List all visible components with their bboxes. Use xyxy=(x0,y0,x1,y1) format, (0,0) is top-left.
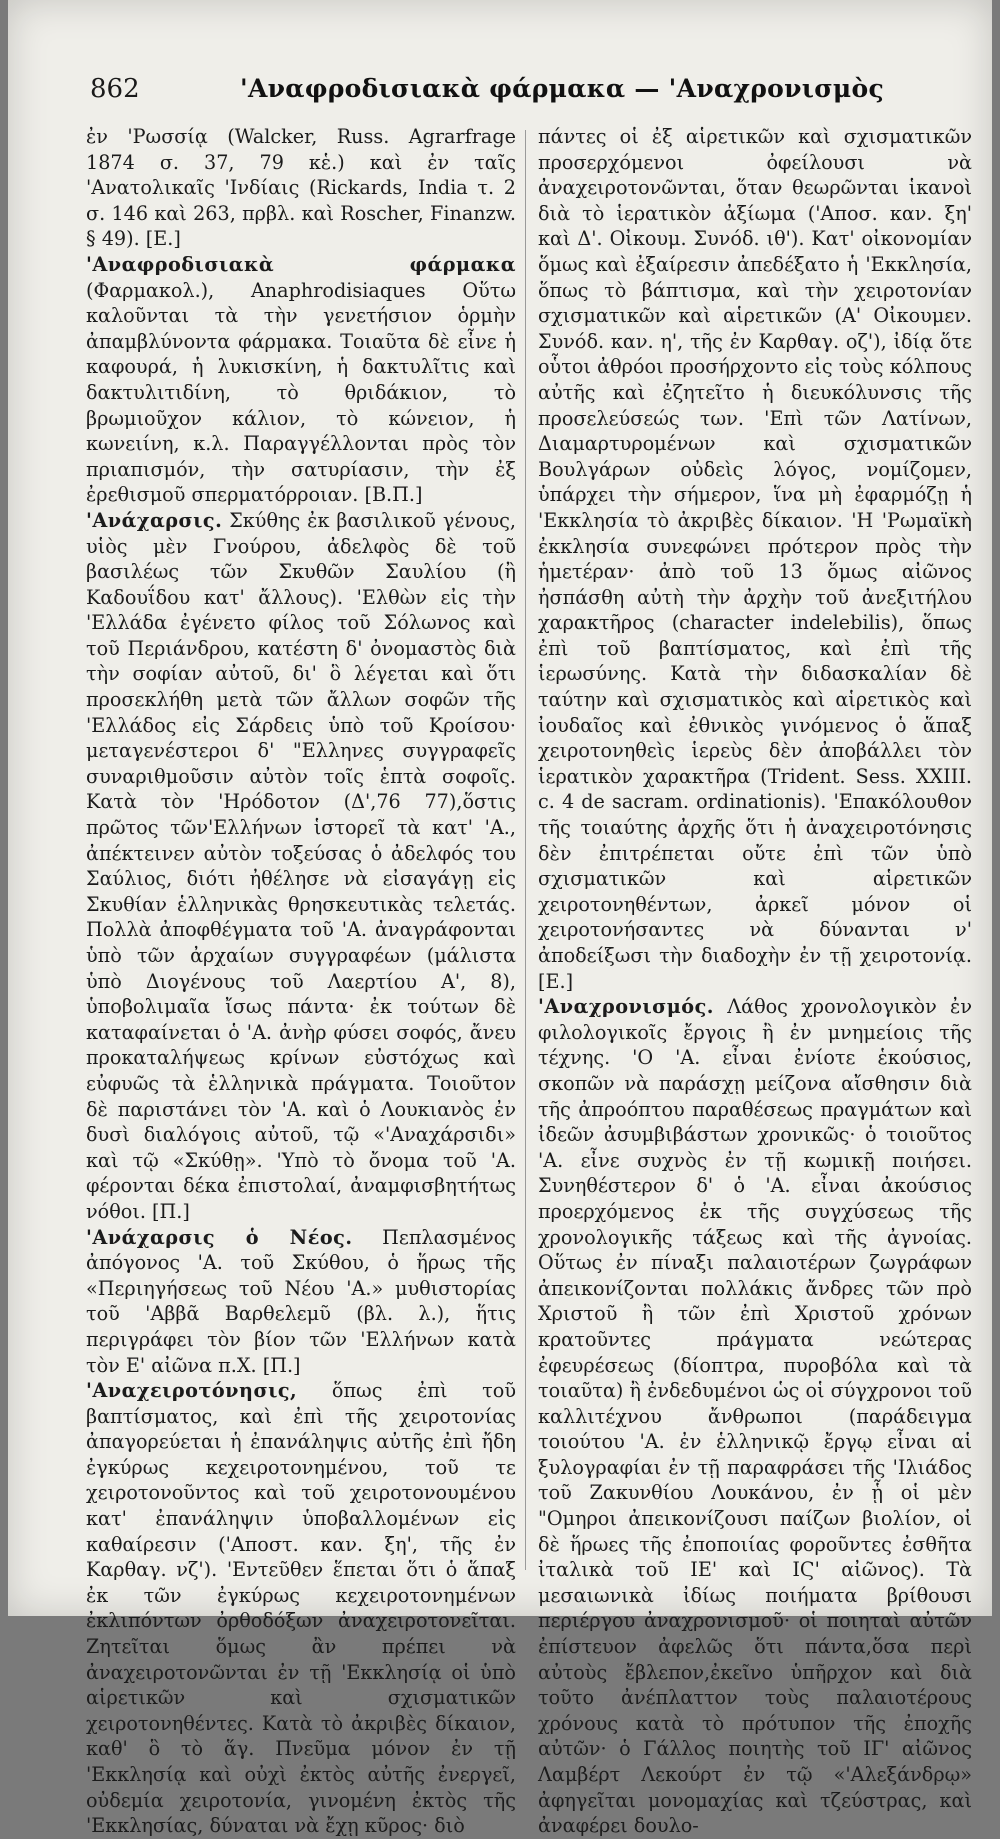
entry-headword: 'Ανάχαρσις ὁ Νέος. xyxy=(86,1225,353,1249)
entry-body: ὅπως ἐπὶ τοῦ βαπτίσματος, καὶ ἐπὶ τῆς χειροτονίας ἀπαγορεύεται ἡ ἐπανάληψις αὐτῆς ἐπὶ ἤδη ἐγκύρως κεχειροτονημένου, τοῦ τε χειροτονοῦντος καὶ τοῦ χειροτονουμένου κατ' ἐπανάληψιν ὑποβαλλομένων εἰς καθαίρεσιν ('Αποστ. καν. ξη', τῆς ἐν Καρθαγ. νζ'). 'Εντεῦθεν ἕπεται ὅτι ὁ ἅπαξ ἐκ τῶν ἐγκύρως κεχειροτονημένων ἐκλιπόντων ὀρθοδόξων ἀναχειροτονεῖται. Ζητεῖται ὅμως ἂν πρέπει νὰ ἀναχειροτονῶνται ἐν τῇ 'Εκκλησίᾳ οἱ ὑπὸ αἱρετικῶν καὶ σχισματικῶν χειροτονηθέντες. Κατὰ τὸ ἀκριβὲς δίκαιον, καθ' ὃ τὸ ἅγ. Πνεῦμα μόνον ἐν τῇ 'Εκκλησίᾳ καὶ οὐχὶ ἐκτὸς αὐτῆς ἐνεργεῖ, οὐδεμία χειροτονία, γινομένη ἐκτὸς τῆς 'Εκκλησίας, δύναται νὰ ἔχῃ κῦρος· διὸ xyxy=(86,1379,516,1838)
entry-body: Σκύθης ἐκ βασιλικοῦ γένους, υἱὸς μὲν Γνούρου, ἀδελφὸς δὲ τοῦ βασιλέως τῶν Σκυθῶν Σαυλίου (ἢ Καδουΐδου κατ' ἄλλους). 'Ελθὼν εἰς τὴν 'Ελλάδα ἐγένετο φίλος τοῦ Σόλωνος καὶ τοῦ Περιάνδρου, κατέστη δ' ὀνομαστὸς διὰ τὴν σοφίαν αὐτοῦ, δι' ὃ λέγεται καὶ ὅτι προσεκλήθη μετὰ τῶν ἄλλων σοφῶν τῆς 'Ελλάδος εἰς Σάρδεις ὑπὸ τοῦ Κροίσου· μεταγενέστεροι δ' "Ελληνες συγγραφεῖς συναριθμοῦσιν αὐτὸν τοῖς ἑπτὰ σοφοῖς. Κατὰ τὸν 'Ηρόδοτον (Δ',76 77),ὅστις πρῶτος τῶν'Ελλήνων ἱστορεῖ τὰ κατ' 'Α., ἀπέκτεινεν αὐτὸν τοξεύσας ὁ ἀδελφός του Σαύλιος, διότι ἠθέλησε νὰ εἰσαγάγῃ εἰς Σκυθίαν ἑλληνικὰς θρησκευτικὰς τελετάς. Πολλὰ ἀποφθέγματα τοῦ 'Α. ἀναγράφονται ὑπὸ τῶν ἀρχαίων συγγραφέων (μάλιστα ὑπὸ Διογένους τοῦ Λαερτίου Α', 8), ὑποβολιμαῖα ἴσως πάντα· ἐκ τούτων δὲ καταφαίνεται ὁ 'Α. ἀνὴρ φύσει σοφός, ἄνευ προκαταλήψεως κρίνων εὐστόχως καὶ εὐφυῶς τὰ ἑλληνικὰ πράγματα. Τοιοῦτον δὲ παριστάνει τὸν 'Α. καὶ ὁ Λουκιανὸς ἐν δυσὶ διαλόγοις αὐτοῦ, τῷ «'Αναχάρσιδι» καὶ τῷ «Σκύθῃ». 'Υπὸ τὸ ὄνομα τοῦ 'Α. φέρονται δέκα ἐπιστολαί, ἀναμφισβητήτως νόθοι. [Π.] xyxy=(86,508,516,1223)
entry-anacheirotonesis xyxy=(86,1378,516,1839)
entry-body: (Φαρμακολ.), Anaphrodisiaques Οὕτω καλοῦνται τὰ τὴν γενετήσιον ὁρμὴν ἀπαμβλύνοντα φάρμακα. Τοιαῦτα δὲ εἶνε ἡ καφουρά, ἡ λυκισκίνη, ἡ δακτυλῖτις καὶ δακτυλιτιδίνη, τὸ θριδάκιον, τὸ βρωμιοῦχον κάλιον, τὸ κώνειον, ἡ κωνειίνη, κ.λ. Παραγγέλλονται πρὸς τὸν πριαπισμόν, τὴν σατυρίασιν, τὴν ἐξ ἐρεθισμοῦ σπερματόρροιαν. [Β.Π.] xyxy=(86,278,516,507)
entry-headword: 'Αναχειροτόνησις, xyxy=(86,1379,298,1403)
book-page xyxy=(8,0,992,1838)
entry-headword: 'Αναχρονισμός. xyxy=(538,995,714,1019)
entry-continuation xyxy=(86,124,516,252)
entry-anacharsis xyxy=(86,508,516,1225)
entry-continuation-text: πάντες οἱ ἐξ αἱρετικῶν καὶ σχισματικῶν προσερχόμενοι ὀφείλουσι νὰ ἀναχειροτονῶνται, ὅταν θεωρῶνται ἱκανοὶ διὰ τὸ ἱερατικὸν ἀξίωμα ('Αποσ. καν. ξη' καὶ Δ'. Οἰκουμ. Συνόδ. ιθ'). Κατ' οἰκονομίαν ὅμως καὶ ἐξαίρεσιν ἀπεδέξατο ἡ 'Εκκλησία, ὅπως τὸ βάπτισμα, καὶ τὴν χειροτονίαν σχισματικῶν καὶ αἱρετικῶν (Α' Οἰκουμεν. Συνόδ. καν. η', τῆς ἐν Καρθαγ. οζ'), ἰδίᾳ ὅτε οὗτοι ἀθρόοι προσήρχοντο εἰς τοὺς κόλπους αὐτῆς καὶ ἐζητεῖτο ἡ διευκόλυνσις τῆς προσελεύσεώς των. 'Επὶ τῶν Λατίνων, Διαμαρτυρομένων καὶ σχισματικῶν Βουλγάρων οὐδεὶς λόγος, νομίζομεν, ὑπάρχει τὴν σήμερον, ἵνα μὴ ἐφαρμόζῃ ἡ 'Εκκλησία τὸ ἀκριβὲς δίκαιον. 'Η 'Ρωμαϊκὴ ἐκκλησία συνεφώνει πρότερον πρὸς τὴν ἡμετέραν· ἀπὸ τοῦ 13 ὅμως αἰῶνος ἠσπάσθη αὐτὴ τὴν ἀρχὴν τοῦ ἀνεξιτήλου χαρακτῆρος (character indelebilis), ὅπως ἐπὶ τοῦ βαπτίσματος, καὶ ἐπὶ τῆς ἱερωσύνης. Κατὰ τὴν διδασκαλίαν δὲ ταύτην καὶ σχισματικὸς καὶ αἱρετικὸς καὶ ἰουδαῖος καὶ ἐθνικὸς γινόμενος ὁ ἅπαξ χειροτονηθεὶς ἱερεὺς δὲν ἀποβάλλει τὸν ἱερατικὸν χαρακτῆρα (Trident. Sess. XXIII. c. 4 de sacram. ordinationis). 'Επακόλουθον τῆς τοιαύτης ἀρχῆς ὅτι ἡ ἀναχειροτόνησις δὲν ἐπιτρέπεται οὔτε ἐπὶ τῶν ὑπὸ σχισματικῶν καὶ αἱρετικῶν χειροτονηθέντων, ἀρκεῖ μόνον οἱ χειροτονήσαντες νὰ δύνανται ν' ἀποδείξωσι τὴν διαδοχὴν ἐν τῇ χειροτονίᾳ. [Ε.] xyxy=(538,125,972,993)
page-header xyxy=(90,74,932,118)
entry-anaphrodisiaka xyxy=(86,252,516,508)
running-title: 'Αναφροδισιακὰ φάρμακα — 'Αναχρονισμὸς xyxy=(240,74,885,103)
page-number: 862 xyxy=(90,74,140,104)
entry-anachronismos xyxy=(538,994,972,1839)
entry-continuation-text: ἐν 'Ρωσσίᾳ (Walcker, Russ. Agrarfrage 1874 σ. 37, 79 κἑ.) καὶ ἐν ταῖς 'Ανατολικαῖς 'Ινδίαις (Rickards, India τ. 2 σ. 146 καὶ 263, πρβλ. καὶ Roscher, Finanzw. § 49). [Ε.] xyxy=(86,125,516,251)
entry-body: Πεπλασμένος ἀπόγονος 'Α. τοῦ Σκύθου, ὁ ἥρως τῆς «Περιηγήσεως τοῦ Νέου 'Α.» μυθιστορίας τοῦ 'Αββᾶ Βαρθελεμῦ (βλ. λ.), ἥτις περιγράφει τὸν βίον τῶν 'Ελλήνων κατὰ τὸν Ε' αἰῶνα π.Χ. [Π.] xyxy=(86,1225,517,1377)
left-column xyxy=(86,124,517,1838)
entry-continuation xyxy=(538,124,972,994)
column-divider xyxy=(525,130,526,1570)
entry-body: Λάθος χρονολογικὸν ἐν φιλολογικοῖς ἔργοις ἢ ἐν μνημείοις τῆς τέχνης. 'Ο 'Α. εἶναι ἐνίοτε ἑκούσιος, σκοπῶν νὰ παράσχῃ μείζονα αἴσθησιν διὰ τῆς ἀπροόπτου παραθέσεως πραγμάτων καὶ ἰδεῶν ἀσυμβιβάστων χρονικῶς· ὁ τοιοῦτος 'Α. εἶνε συχνὸς ἐν τῇ κωμικῇ ποιήσει. Συνηθέστερον δ' ὁ 'Α. εἶναι ἀκούσιος προερχόμενος ἐκ τῆς συγχύσεως τῆς χρονολογικῆς τάξεως καὶ τῆς ἀγνοίας. Οὕτως ἐν πίναξι παλαιοτέρων ζωγράφων ἀπεικονίζονται πολλάκις ἄνδρες τῶν πρὸ Χριστοῦ ἢ τῶν ἐπὶ Χριστοῦ χρόνων κρατοῦντες πράγματα νεώτερας ἐφευρέσεως (δίοπτρα, πυροβόλα καὶ τὰ τοιαῦτα) ἢ ἐνδεδυμένοι ὡς οἱ σύγχρονοι τοῦ καλλιτέχνου ἄνθρωποι (παράδειγμα τοιούτου 'Α. ἐν ἑλληνικῷ ἔργῳ εἶναι αἱ ξυλογραφίαι ἐν τῇ παραφράσει τῆς 'Ιλιάδος τοῦ Ζακυνθίου Λουκάνου, ἐν ᾗ οἱ μὲν "Ομηροι ἀπεικονίζουσι παίζων βιολίον, οἱ δὲ ἥρωες τῆς ἐποποιίας φοροῦντες ἐσθῆτα ἰταλικὰ τοῦ ΙΕ' καὶ ΙϚ' αἰῶνος). Τὰ μεσαιωνικὰ ἰδίως ποιήματα βρίθουσι περιέργου ἀναχρονισμοῦ· οἱ ποιηταὶ αὐτῶν ἐπίστευον ἀφελῶς ὅτι πάντα,ὅσα περὶ αὐτοὺς ἔβλεπον,ἐκεῖνο ὑπῆρχον καὶ διὰ τοῦτο ἀνέπλαττον τοὺς παλαιοτέρους χρόνους κατὰ τὸ πρότυπον τῆς ἐποχῆς αὐτῶν· ὁ Γάλλος ποιητὴς τοῦ ΙΓ' αἰῶνος Λαμβέρτ Λεκούρτ ἐν τῷ «'Αλεξάνδρῳ» ἀφηγεῖται μονομαχίας καὶ τζεύστρας, καὶ ἀναφέρει δουλο- xyxy=(538,995,973,1838)
entry-headword: 'Αναφροδισιακὰ φάρμακα xyxy=(86,252,516,276)
entry-anacharsis-neos xyxy=(86,1225,516,1379)
entry-headword: 'Ανάχαρσις. xyxy=(86,508,223,532)
right-column xyxy=(538,124,973,1838)
